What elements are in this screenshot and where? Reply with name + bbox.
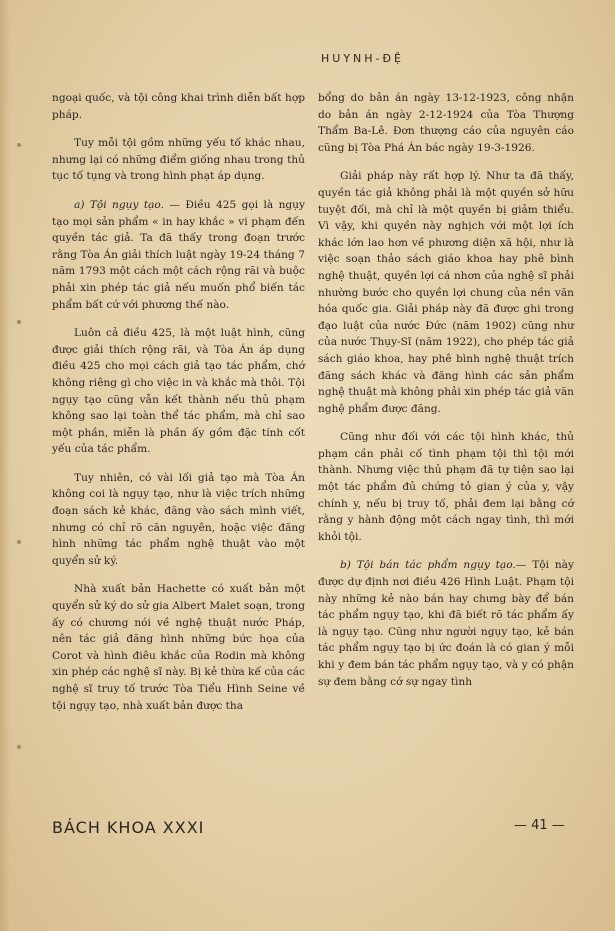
paragraph-text: Tuy mỗi tội gồm những yếu tố khác nhau, nhưng lại có những điểm giống nhau trong thủ tục tố tụng và trong hình phạt áp dụng. (52, 137, 305, 183)
paragraph (52, 325, 305, 458)
paragraph (52, 197, 305, 313)
magazine-name: BÁCH KHOA XXXI (52, 818, 205, 837)
paragraph-text: Luôn cả điều 425, là một luật hình, cũng được giải thích rộng rãi, và Tòa Án áp dụng điều 425 cho mọi cách giả tạo tác phẩm, chớ không riêng gì cho việc in và khắc mà thôi. Tội ngụy tạo cũng vẫn kết thành nếu thủ phạm không sao lại toàn thể tác phẩm, mà chỉ sao một phần, miễn là phần ấy gồm đặc tính cốt yếu của tác phẩm. (52, 327, 305, 456)
page-edge-shadow (0, 0, 10, 931)
page-number: — 41 — (514, 818, 565, 833)
paragraph-text: — Tội này được dự định nơi điều 426 Hình Luật. Phạm tội này những kẻ nào bán hay chưng bày để bán tác phẩm ngụy tạo, khi đã biết rõ tác phẩm ấy là ngụy tạo. Cũng như người ngụy tạo, kẻ bán tác phẩm ngụy tạo bị ức đoán là có gian ý mỗi khi y đem bán tác phẩm ngụy tạo, và y có phận sự đem bằng cớ sự ngay tình (318, 559, 574, 688)
paragraph-text: Nhà xuất bản Hachette có xuất bản một quyển sử ký do sử gia Albert Malet soạn, trong ấy có chương nói về nghệ thuật nước Pháp, nên tác giả đăng hình những bức họa của Corot và hình điêu khắc của Rodin mà không xin phép các nghệ sĩ này. Bị kẻ thừa kế của các nghệ sĩ truy tố trước Tòa Tiểu Hình Seine về tội ngụy tạo, nhà xuất bản được tha (52, 583, 305, 712)
paragraph (52, 90, 305, 123)
paragraph-text: Cũng như đối với các tội hình khác, thủ phạm cần phải cố tình phạm tội thì tội mới thành. Nhưng việc thủ phạm đã tự tiện sao lại một tác phẩm đủ chứng tỏ gian ý của y, vậy chính y, nếu bị truy tố, phải đem lại bằng cớ rằng y hành động một cách ngay tình, thì mới khỏi tội. (318, 431, 574, 543)
running-header (0, 52, 615, 65)
paragraph-text: Giải pháp này rất hợp lý. Như ta đã thấy, quyền tác giả không phải là một quyền sở hữu tuyệt đối, mà chỉ là một quyền bị giảm thiểu. Vì vậy, khi quyền này nghịch với một lợi ích khác lớn lao hơn về phương diện xã hội, như là việc soạn thảo sách giáo khoa hay phê bình nghệ thuật, quyền lợi cá nhơn của nghệ sĩ phải nhường bước cho quyền lợi chung của nền văn hóa quốc gia. Giải pháp này đã được ghi trong đạo luật của nước Đức (năm 1902) cũng như của nước Thụy-Sĩ (năm 1922), cho phép tác giả sách giáo khoa, hay phê bình nghệ thuật trích đăng sách khác và đăng hình các sản phẩm nghệ thuật mà không phải xin phép tác giả văn nghệ phẩm được đăng. (318, 170, 574, 415)
section-heading: b) Tội bán tác phẩm ngụy tạo. (340, 559, 516, 572)
binding-mark (17, 143, 21, 147)
paragraph (52, 135, 305, 185)
paragraph (52, 581, 305, 714)
paragraph (318, 168, 574, 417)
binding-mark (17, 320, 21, 324)
paragraph-text: — Điều 425 gọi là ngụy tạo mọi sản phẩm « in hay khắc » vi phạm đến quyền tác giả. Ta đã thấy trong đoạn trước rằng Tòa Án giải thích luật ngày 19-24 tháng 7 năm 1793 một cách một cách rộng rãi và buộc phải xin phép tác giả nếu muốn phổ biến tác phẩm bất cứ với phương thế nào. (52, 198, 305, 311)
paragraph (318, 90, 574, 156)
binding-mark (17, 745, 21, 749)
paragraph-text: Tuy nhiên, có vài lối giả tạo mà Tòa Án không coi là ngụy tạo, như là việc trích những đoạn sách kẻ khác, đăng vào sách mình viết, nhưng có chỉ rõ căn nguyên, hoặc việc đăng hình những tác phẩm nghệ thuật vào một quyển sử ký. (52, 471, 305, 567)
binding-mark (17, 540, 21, 544)
section-heading: a) Tội ngụy tạo. (74, 198, 164, 211)
paragraph (318, 429, 574, 545)
left-column (52, 90, 305, 726)
header-title: HUYNH-ĐỆ (321, 52, 404, 65)
paragraph-text: bổng do bản án ngày 13-12-1923, công nhận do bản án ngày 2-12-1924 của Tòa Thượng Thẩm Ba-Lê. Đơn thượng cáo của nguyên cáo cũng bị Tòa Phá Án bác ngày 19-3-1926. (318, 92, 574, 154)
paragraph (318, 557, 574, 690)
right-column (318, 90, 574, 702)
paragraph (52, 470, 305, 570)
paragraph-text: ngoại quốc, và tội công khai trình diễn bất hợp pháp. (52, 92, 305, 121)
